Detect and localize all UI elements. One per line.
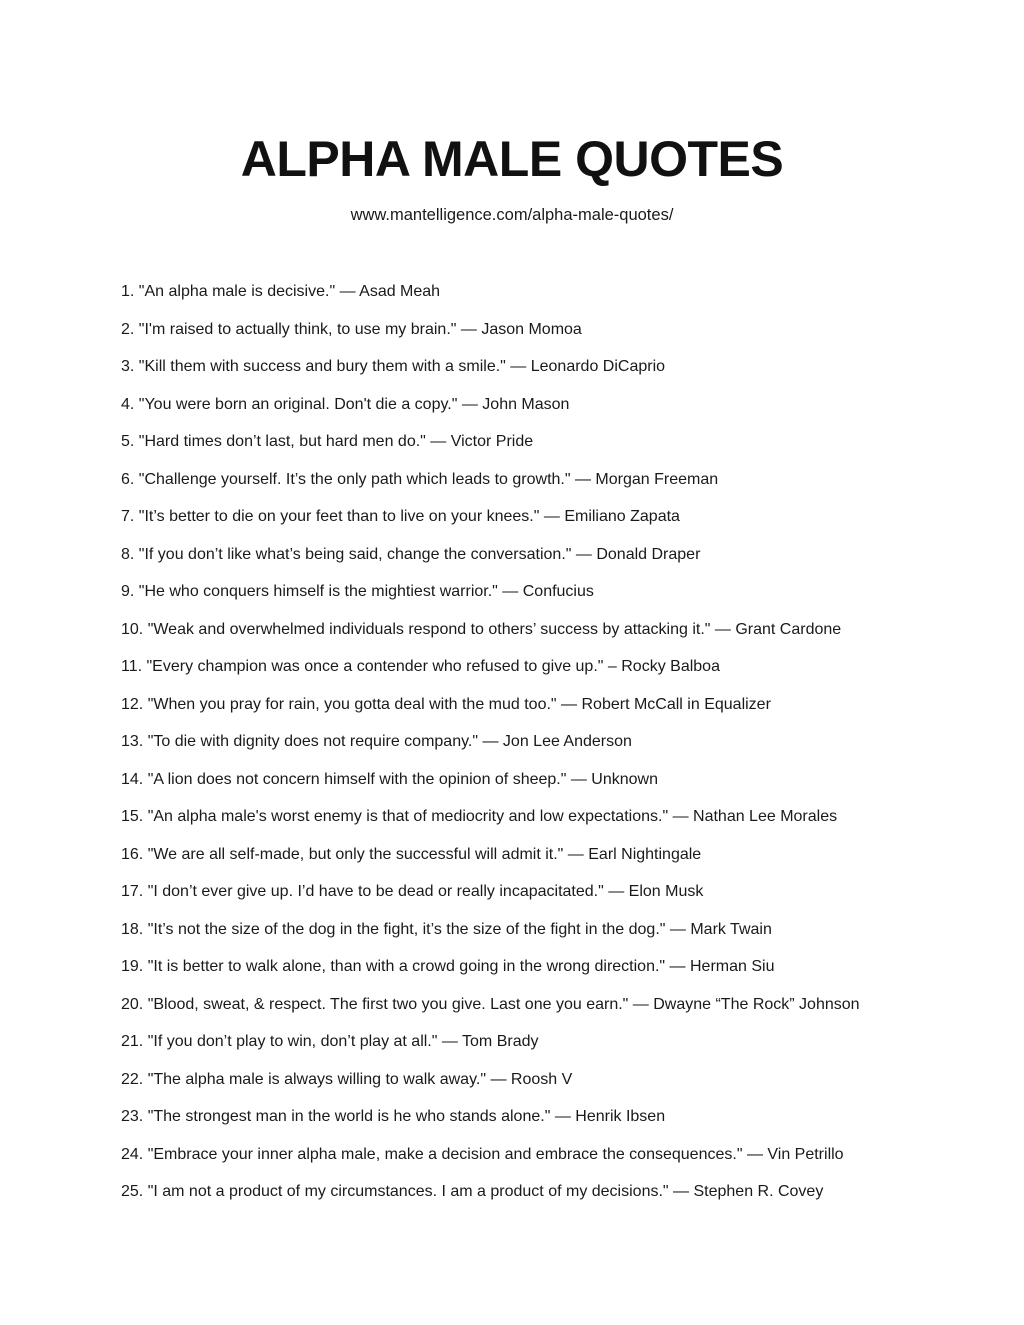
quote-item: 14. "A lion does not concern himself with the opinion of sheep." — Unknown <box>121 770 659 788</box>
quote-item: 20. "Blood, sweat, & respect. The first two you give. Last one you earn." — Dwayne “The Rock” Johnson <box>121 995 860 1013</box>
quote-item: 24. "Embrace your inner alpha male, make a decision and embrace the consequences." — Vin Petrillo <box>121 1145 844 1163</box>
quote-item: 10. "Weak and overwhelmed individuals respond to others’ success by attacking it." — Grant Cardone <box>121 620 842 638</box>
quote-item: 22. "The alpha male is always willing to walk away." — Roosh V <box>121 1070 573 1088</box>
quote-item: 8. "If you don’t like what’s being said, change the conversation." — Donald Draper <box>121 545 701 563</box>
quote-item: 21. "If you don’t play to win, don’t play at all." — Tom Brady <box>121 1033 539 1050</box>
quote-item: 16. "We are all self-made, but only the successful will admit it." — Earl Nightingale <box>121 845 702 863</box>
source-url: www.mantelligence.com/alpha-male-quotes/ <box>350 206 674 224</box>
quote-item: 12. "When you pray for rain, you gotta deal with the mud too." — Robert McCall in Equalizer <box>121 695 771 713</box>
quote-item: 18. "It’s not the size of the dog in the fight, it’s the size of the fight in the dog." — Mark Twain <box>121 920 772 938</box>
quote-item: 4. "You were born an original. Don't die a copy." — John Mason <box>121 395 570 413</box>
quote-item: 15. "An alpha male's worst enemy is that of mediocrity and low expectations." — Nathan Lee Morales <box>121 808 838 825</box>
quote-item: 11. "Every champion was once a contender who refused to give up." – Rocky Balboa <box>121 658 720 675</box>
quote-item: 3. "Kill them with success and bury them with a smile." — Leonardo DiCaprio <box>121 358 666 375</box>
quote-item: 7. "It’s better to die on your feet than to live on your knees." — Emiliano Zapata <box>121 508 680 525</box>
quote-item: 6. "Challenge yourself. It’s the only path which leads to growth." — Morgan Freeman <box>121 470 719 488</box>
quote-item: 1. "An alpha male is decisive." — Asad Meah <box>121 283 441 300</box>
quote-item: 13. "To die with dignity does not require company." — Jon Lee Anderson <box>121 733 632 750</box>
quote-item: 19. "It is better to walk alone, than with a crowd going in the wrong direction." — Herman Siu <box>121 958 775 975</box>
quote-list <box>121 280 921 1218</box>
quote-item: 2. "I'm raised to actually think, to use my brain." — Jason Momoa <box>121 320 582 338</box>
quote-item: 9. "He who conquers himself is the mightiest warrior." — Confucius <box>121 583 594 600</box>
quote-item: 23. "The strongest man in the world is he who stands alone." — Henrik Ibsen <box>121 1108 666 1125</box>
quote-item: 17. "I don’t ever give up. I’d have to be dead or really incapacitated." — Elon Musk <box>121 883 704 900</box>
quote-item: 25. "I am not a product of my circumstances. I am a product of my decisions." — Stephen R. Covey <box>121 1183 824 1200</box>
quote-item: 5. "Hard times don’t last, but hard men do." — Victor Pride <box>121 433 534 450</box>
page-title: ALPHA MALE QUOTES <box>240 131 784 187</box>
